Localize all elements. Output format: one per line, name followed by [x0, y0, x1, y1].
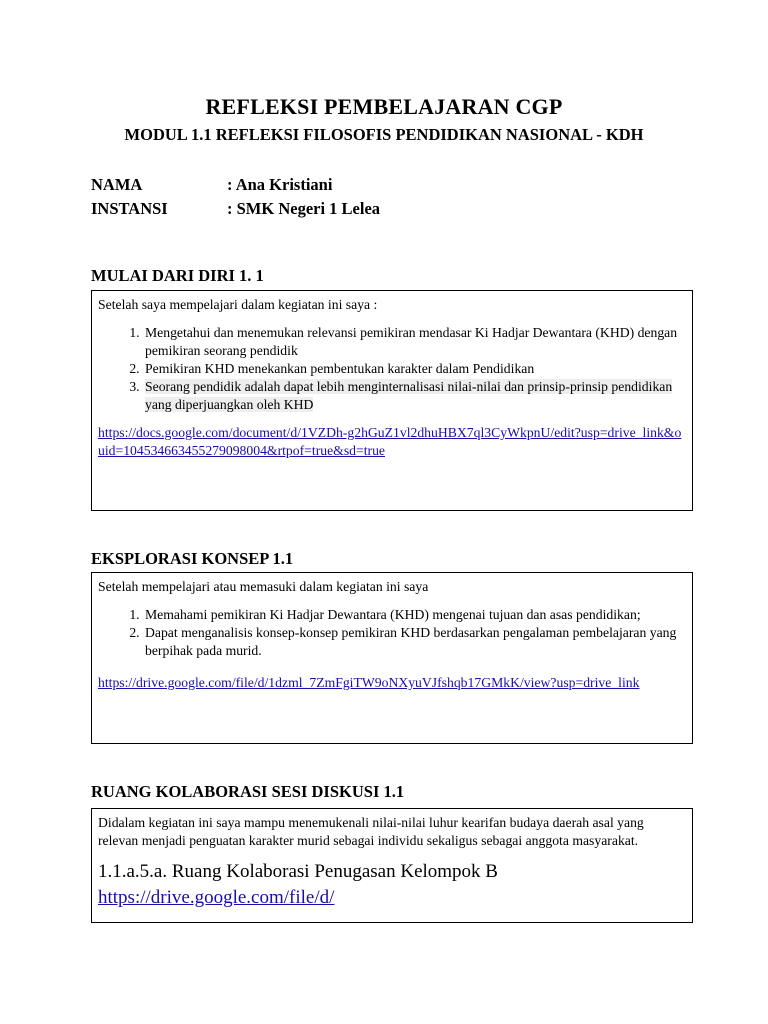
list-item-text: Seorang pendidik adalah dapat lebih menginternalisasi nilai-nilai dan prinsip-prinsip pendidikan yang diperjuangkan oleh KHD — [145, 379, 673, 412]
section-heading-ruang-kolaborasi: RUANG KOLABORASI SESI DISKUSI 1.1 — [91, 782, 405, 801]
list-item: 2. Dapat menganalisis konsep-konsep pemikiran KHD berdasarkan pengalaman pembelajaran yang berpihak pada murid. — [143, 624, 686, 660]
list-item: 1. Memahami pemikiran Ki Hadjar Dewantara (KHD) mengenai tujuan dan asas pendidikan; — [143, 606, 686, 624]
name-label: NAMA — [91, 175, 143, 194]
section-intro: Setelah mempelajari atau memasuki dalam kegiatan ini saya — [98, 579, 429, 594]
institution-label: INSTANSI — [91, 199, 168, 218]
name-value: : Ana Kristiani — [227, 175, 333, 194]
reflection-list — [98, 606, 686, 660]
section-heading-mulai-dari-diri: MULAI DARI DIRI 1. 1 — [91, 266, 264, 285]
document-title: REFLEKSI PEMBELAJARAN CGP — [205, 94, 563, 119]
section-intro: Setelah saya mempelajari dalam kegiatan ini saya : — [98, 297, 378, 312]
section-box-mulai-dari-diri — [91, 290, 693, 511]
document-subtitle: MODUL 1.1 REFLEKSI FILOSOFIS PENDIDIKAN NASIONAL - KDH — [124, 125, 644, 144]
institution-row — [91, 199, 380, 219]
reflection-list — [98, 324, 686, 414]
section-box-eksplorasi-konsep — [91, 572, 693, 744]
collaboration-task-title: 1.1.a.5.a. Ruang Kolaborasi Penugasan Kelompok B — [98, 861, 498, 882]
list-item: 1. Mengetahui dan menemukan relevansi pemikiran mendasar Ki Hadjar Dewantara (KHD) dengan pemikiran seorang pendidik — [143, 324, 686, 360]
list-item — [143, 360, 686, 378]
list-item-text: Pemikiran KHD menekankan pembentukan karakter dalam Pendidikan — [145, 361, 535, 376]
institution-value: : SMK Negeri 1 Lelea — [227, 199, 381, 218]
list-item — [143, 378, 686, 414]
drive-link[interactable]: https://drive.google.com/file/d/ — [98, 887, 335, 908]
drive-link[interactable]: https://drive.google.com/file/d/1dzml_7ZmFgiTW9oNXyuVJfshqb17GMkK/view?usp=drive_link — [98, 675, 640, 690]
section-box-ruang-kolaborasi — [91, 808, 693, 923]
name-row — [91, 175, 332, 195]
section-intro: Didalam kegiatan ini saya mampu menemukenali nilai-nilai luhur kearifan budaya daerah asal yang relevan menjadi penguatan karakter murid sebagai individu sekaligus sebagai anggota masyarakat. — [98, 815, 644, 848]
document-link[interactable]: https://docs.google.com/document/d/1VZDh-g2hGuZ1vl2dhuHBX7ql3CyWkpnU/edit?usp=drive_link&ouid=104534663455279098004&rtpof=true&sd=true — [98, 425, 682, 458]
section-heading-eksplorasi-konsep: EKSPLORASI KONSEP 1.1 — [91, 549, 294, 568]
